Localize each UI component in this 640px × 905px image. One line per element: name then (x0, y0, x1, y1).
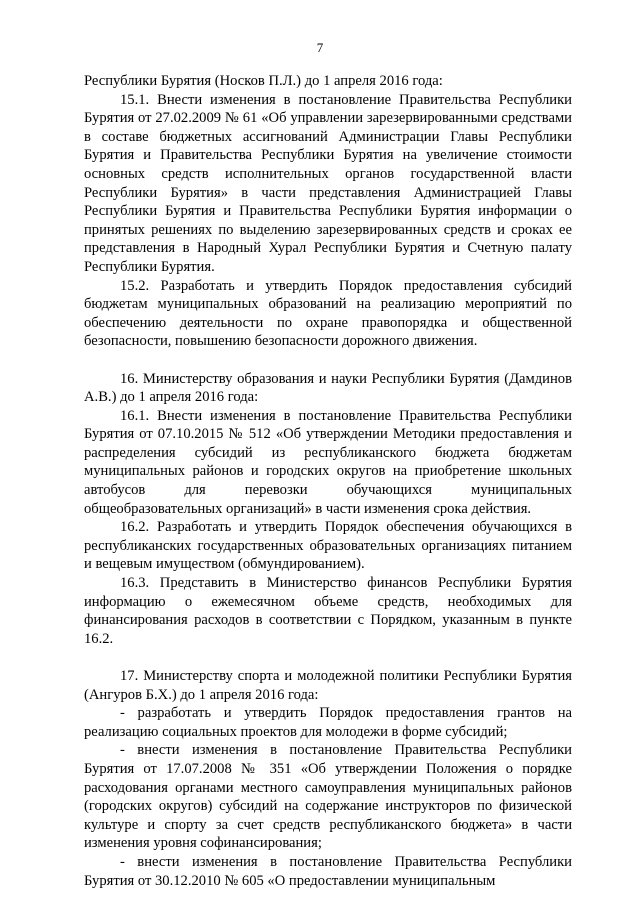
paragraph-16: 16. Министерству образования и науки Республики Бурятия (Дамдинов А.В.) до 1 апреля 2016 года: (84, 370, 572, 406)
document-body (84, 72, 572, 890)
paragraph-16-3: 16.3. Представить в Министерство финансов Республики Бурятия информацию о ежемесячном объеме средств, необходимых для финансирования расходов в соответствии с Порядком, указанным в пункте 16.2. (84, 575, 572, 647)
page-number: 7 (316, 40, 324, 55)
paragraph-continuation: Республики Бурятия (Носков П.Л.) до 1 апреля 2016 года: (84, 73, 443, 89)
paragraph-15-1: 15.1. Внести изменения в постановление Правительства Республики Бурятия от 27.02.2009 № 61 «Об управлении зарезервированными средствами в составе бюджетных ассигнований Администрации Главы Республики Бурятия и Правительства Республики Бурятия на увеличение стоимости основных средств исполнительных органов государственной власти Республики Бурятия» в части представления Администрацией Главы Республики Бурятия и Правительства Республики Бурятия информации о принятых решениях по выделению зарезервированных средств и сроках ее представления в Народный Хурал Республики Бурятия и Счетную палату Республики Бурятия. (84, 91, 572, 275)
paragraph-16-2: 16.2. Разработать и утвердить Порядок обеспечения обучающихся в республиканских государственных образовательных организациях питанием и вещевым имуществом (обмундированием). (84, 519, 572, 573)
paragraph-15-2: 15.2. Разработать и утвердить Порядок предоставления субсидий бюджетам муниципальных образований на реализацию мероприятий по обеспечению деятельности по охране правопорядка и общественной безопасности, повышению безопасности дорожного движения. (84, 277, 572, 350)
paragraph-17-item-3: - внести изменения в постановление Правительства Республики Бурятия от 30.12.2010 № 605 «О предоставлении муниципальным (84, 853, 572, 889)
paragraph-17-item-2: - внести изменения в постановление Правительства Республики Бурятия от 17.07.2008 № 351 «Об утверждении Положения о порядке расходования органами местного самоуправления муниципальных районов (городских округов) субсидий на содержание инструкторов по физической культуре и спорту за счет средств республиканского бюджета» в части изменения уровня софинансирования; (84, 742, 572, 852)
paragraph-17: 17. Министерству спорта и молодежной политики Республики Бурятия (Ангуров Б.Х.) до 1 апреля 2016 года: (84, 668, 572, 703)
paragraph-17-item-1: - разработать и утвердить Порядок предоставления грантов на реализацию социальных проектов для молодежи в форме субсидий; (84, 705, 572, 740)
paragraph-16-1: 16.1. Внести изменения в постановление Правительства Республики Бурятия от 07.10.2015 № 512 «Об утверждении Методики предоставления и распределения субсидий из республиканского бюджета бюджетам муниципальных районов и городских округов на приобретение школьных автобусов для перевозки обучающихся муниципальных общеобразовательных организаций» в части изменения срока действия. (84, 407, 572, 517)
